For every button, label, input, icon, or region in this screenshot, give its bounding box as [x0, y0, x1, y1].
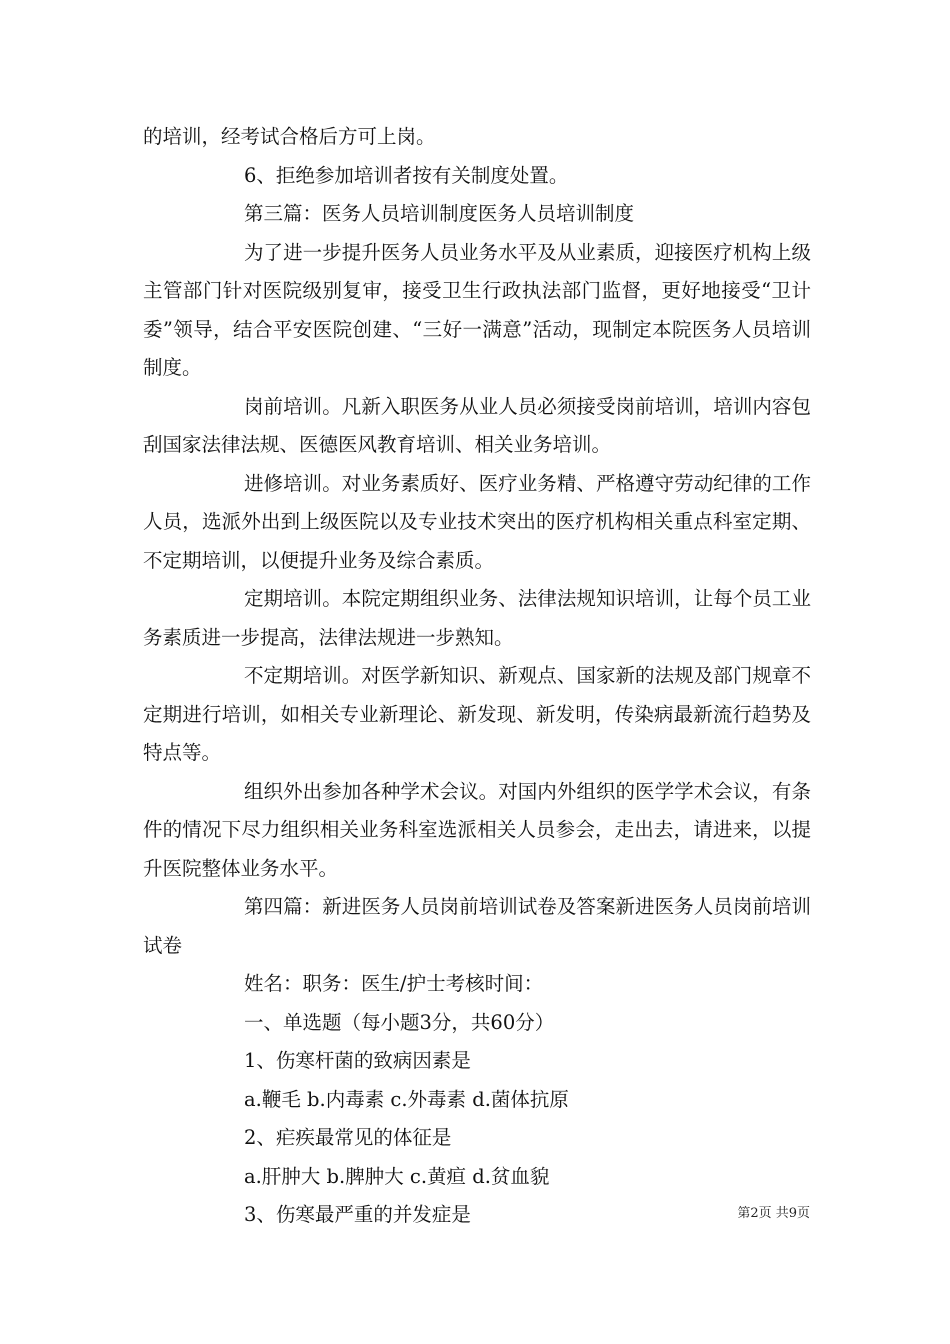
page-number-footer: 第2页 共9页	[737, 1206, 810, 1221]
exam-header-line: 姓名：职务：医生/护士考核时间：	[244, 972, 544, 995]
paragraph: 进修培训。对业务素质好、医疗业务精、严格遵守劳动纪律的工作人员，选派外出到上级医院以及专业技术突出的医疗机构相关重点科室定期、不定期培训，以便提升业务及综合素质。	[143, 471, 811, 572]
paragraph: 为了进一步提升医务人员业务水平及从业素质，迎接医疗机构上级主管部门针对医院级别复审，接受卫生行政执法部门监督，更好地接受“卫计委”领导，结合平安医院创建、“三好一满意”活动，现制定本院医务人员培训制度。	[143, 240, 811, 379]
paragraph: 岗前培训。凡新入职医务从业人员必须接受岗前培训，培训内容包刮国家法律法规、医德医风教育培训、相关业务培训。	[143, 394, 811, 456]
document-body	[143, 118, 811, 1235]
paragraph: 定期培训。本院定期组织业务、法律法规知识培训，让每个员工业务素质进一步提高，法律法规进一步熟知。	[143, 587, 811, 649]
paragraph: 6、拒绝参加培训者按有关制度处置。	[244, 163, 569, 187]
question-options: a.鞭毛 b.内毒素 c.外毒素 d.菌体抗原	[244, 1087, 569, 1111]
question-options: a.肝肿大 b.脾肿大 c.黄疸 d.贫血貌	[244, 1164, 550, 1188]
question-text: 3、伤寒最严重的并发症是	[244, 1203, 471, 1226]
section-heading: 第三篇：医务人员培训制度医务人员培训制度	[244, 202, 635, 225]
paragraph: 的培训，经考试合格后方可上岗。	[143, 125, 436, 148]
paragraph: 组织外出参加各种学术会议。对国内外组织的医学学术会议，有条件的情况下尽力组织相关业务科室选派相关人员参会，走出去，请进来，以提升医院整体业务水平。	[143, 779, 811, 880]
question-section-title: 一、单选题（每小题3分，共60分）	[244, 1010, 555, 1034]
section-heading: 第四篇：新进医务人员岗前培训试卷及答案新进医务人员岗前培训试卷	[143, 895, 811, 957]
question-text: 2、疟疾最常见的体征是	[244, 1126, 452, 1149]
paragraph: 不定期培训。对医学新知识、新观点、国家新的法规及部门规章不定期进行培训，如相关专业新理论、新发现、新发明，传染病最新流行趋势及特点等。	[143, 664, 811, 764]
question-text: 1、伤寒杆菌的致病因素是	[244, 1049, 471, 1072]
